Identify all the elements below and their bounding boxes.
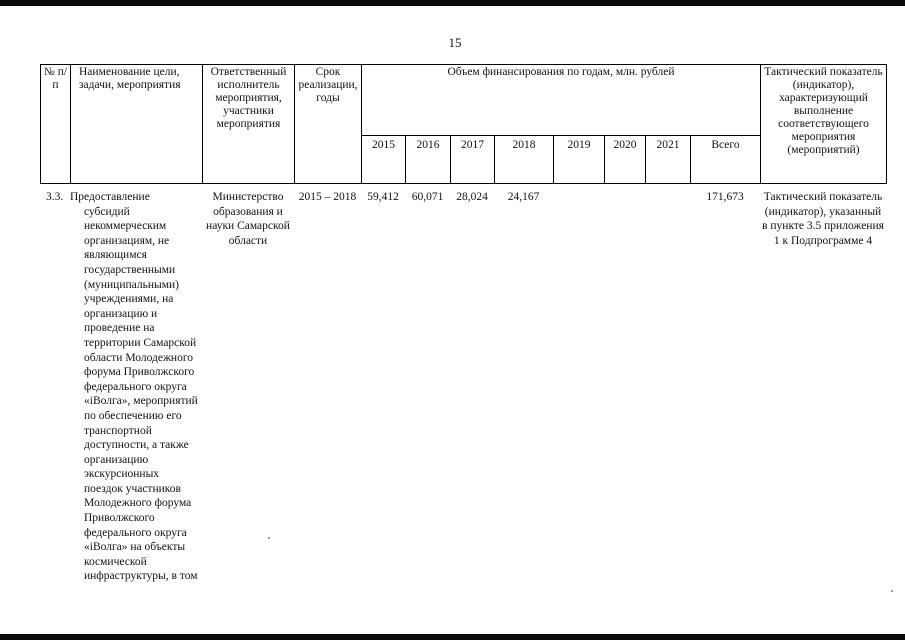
table-header (40, 64, 887, 184)
row-value (604, 190, 645, 584)
row-value: 59,412 (367, 191, 399, 203)
table-row (40, 190, 886, 584)
scan-edge-bottom (0, 634, 905, 640)
header-year: 2018 (495, 136, 554, 184)
row-value: 28,024 (456, 191, 488, 203)
row-num: 3.3. (46, 191, 64, 203)
header-year: 2019 (554, 136, 605, 184)
row-name (70, 190, 202, 584)
header-year: 2015 (362, 136, 406, 184)
row-indicator: Тактический показатель (индикатор), указанный в пункте 3.5 приложения 1 к Подпрограмме 4 (762, 191, 884, 247)
header-indicator: Тактический показатель (индикатор), характеризующий выполнение соответствующего мероприятия (мероприятий) (761, 65, 887, 184)
row-total: 171,673 (706, 191, 744, 203)
header-total: Всего (691, 136, 761, 184)
scan-edge-top (0, 0, 905, 6)
row-value: 60,071 (411, 191, 444, 203)
row-responsible: Министерство образования и науки Самарской области (206, 191, 290, 247)
header-name: Наименование цели, задачи, мероприятия (71, 65, 203, 184)
row-term: 2015 – 2018 (298, 191, 357, 203)
page-number: 15 (448, 35, 462, 50)
header-funding: Объем финансирования по годам, млн. рублей (362, 65, 761, 136)
header-year: 2017 (451, 136, 495, 184)
scan-speck (891, 590, 893, 592)
row-value (553, 190, 604, 584)
header-num: № п/п (41, 65, 71, 184)
row-name-rest: субсидий некоммерческим организациям, не являющимся государственными (муниципальными) учреждениями, на организацию и проведение на территории Самарской области Молодежного форума Приволжского федерального округа «iВолга», мероприятий по обеспечению его транспортной доступности, а также организацию экскурсионных поездок участников Молодежного форума Приволжского федерального округа «iВолга» на объекты космической инфраструктуры, в том (84, 205, 198, 583)
row-value (645, 190, 690, 584)
header-year: 2020 (605, 136, 646, 184)
header-year: 2021 (646, 136, 691, 184)
header-responsible: Ответственный исполнитель мероприятия, участники мероприятия (203, 65, 295, 184)
section-divider (40, 183, 886, 184)
scan-speck (268, 537, 270, 539)
row-name-first: Предоставление (70, 191, 150, 203)
row-value: 24,167 (507, 191, 540, 203)
table-body (40, 190, 886, 584)
header-year: 2016 (406, 136, 451, 184)
header-term: Срок реализации, годы (295, 65, 362, 184)
